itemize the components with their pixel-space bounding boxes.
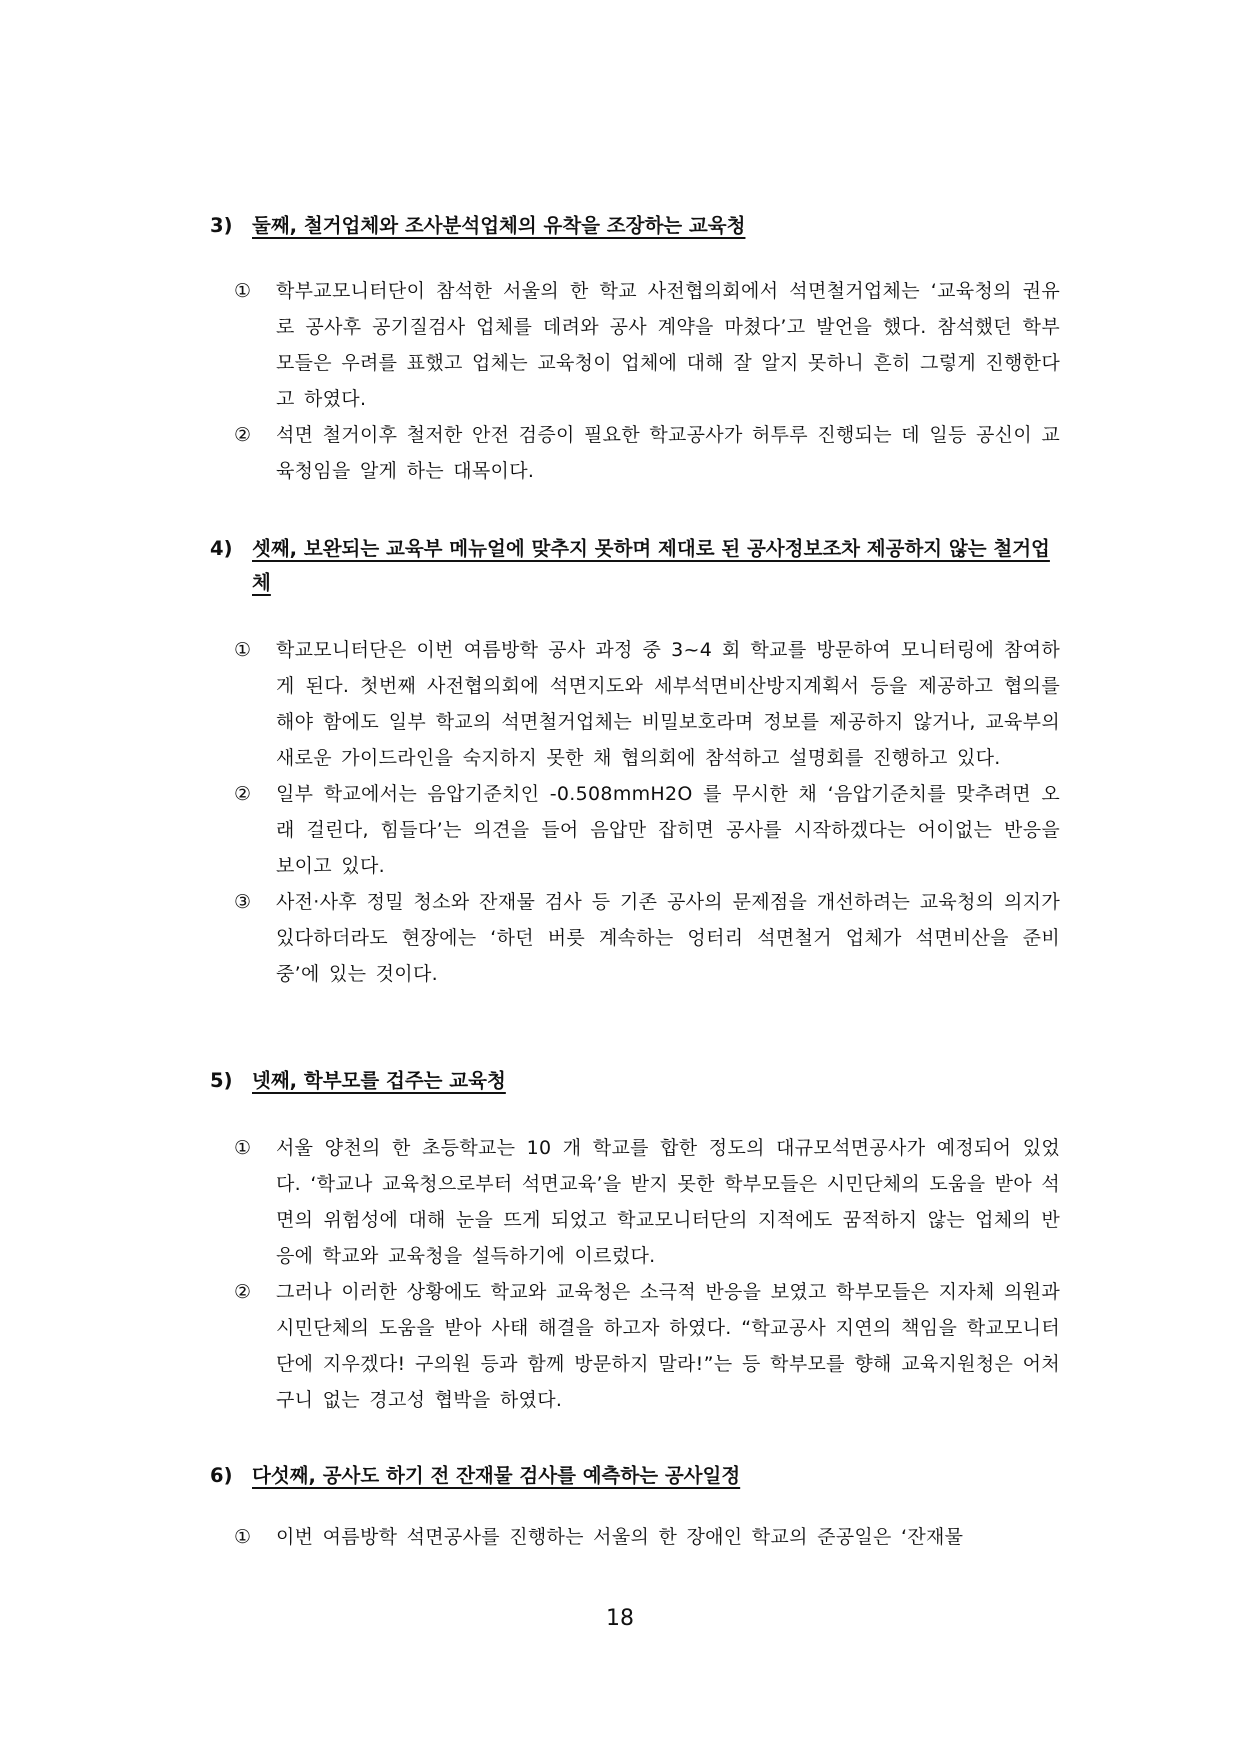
section-heading — [210, 532, 1060, 600]
list-item — [234, 632, 1060, 776]
item-marker: ① — [234, 639, 252, 661]
item-list — [210, 273, 1060, 489]
item-text: 일부 학교에서는 음압기준치인 -0.508mmH2O 를 무시한 채 ‘음압기준치를 맞추려면 오래 걸린다, 힘들다’는 의견을 들어 음압만 잡히면 공사를 시작하겠다는 어이없는 반응을 보이고 있다. — [276, 783, 1060, 877]
item-text: 이번 여름방학 석면공사를 진행하는 서울의 한 장애인 학교의 준공일은 ‘잔재물 — [276, 1526, 964, 1548]
item-list — [210, 1130, 1060, 1418]
section-3 — [210, 209, 1060, 489]
list-item — [234, 417, 1060, 489]
list-item — [234, 884, 1060, 992]
page-number: 18 — [606, 1606, 634, 1631]
item-marker: ① — [234, 280, 252, 302]
section-number: 4) — [210, 537, 233, 560]
item-marker: ② — [234, 424, 252, 446]
section-4 — [210, 532, 1060, 992]
list-item — [234, 1519, 1060, 1555]
item-marker: ③ — [234, 891, 252, 913]
list-item — [234, 273, 1060, 417]
item-marker: ② — [234, 783, 252, 805]
section-5 — [210, 1064, 1060, 1418]
item-list — [210, 1519, 1060, 1555]
section-title: 둘째, 철거업체와 조사분석업체의 유착을 조장하는 교육청 — [252, 214, 746, 237]
item-marker: ① — [234, 1526, 252, 1548]
section-title: 넷째, 학부모를 겁주는 교육청 — [252, 1069, 506, 1092]
item-text: 학교모니터단은 이번 여름방학 공사 과정 중 3~4 회 학교를 방문하여 모니터링에 참여하게 된다. 첫번째 사전협의회에 석면지도와 세부석면비산방지계획서 등을 제공하고 협의를 해야 함에도 일부 학교의 석면철거업체는 비밀보호라며 정보를 제공하지 않거나, 교육부의 새로운 가이드라인을 숙지하지 못한 채 협의회에 참석하고 설명회를 진행하고 있다. — [276, 639, 1060, 769]
item-list — [210, 632, 1060, 992]
section-number: 6) — [210, 1464, 233, 1487]
section-heading — [210, 1459, 1060, 1493]
section-heading — [210, 1064, 1060, 1098]
section-6 — [210, 1459, 1060, 1555]
item-text: 학부교모니터단이 참석한 서울의 한 학교 사전협의회에서 석면철거업체는 ‘교육청의 권유로 공사후 공기질검사 업체를 데려와 공사 계약을 마쳤다’고 발언을 했다. 참석했던 학부모들은 우려를 표했고 업체는 교육청이 업체에 대해 잘 알지 못하니 흔히 그렇게 진행한다고 하였다. — [276, 280, 1060, 410]
section-number: 3) — [210, 214, 233, 237]
section-heading — [210, 209, 1060, 243]
section-title: 다섯째, 공사도 하기 전 잔재물 검사를 예측하는 공사일정 — [252, 1464, 741, 1487]
section-title: 셋째, 보완되는 교육부 메뉴얼에 맞추지 못하며 제대로 된 공사정보조차 제공하지 않는 철거업체 — [252, 537, 1050, 594]
item-text: 서울 양천의 한 초등학교는 10 개 학교를 합한 정도의 대규모석면공사가 예정되어 있었다. ‘학교나 교육청으로부터 석면교육’을 받지 못한 학부모들은 시민단체의 도움을 받아 석면의 위험성에 대해 눈을 뜨게 되었고 학교모니터단의 지적에도 꿈적하지 않는 업체의 반응에 학교와 교육청을 설득하기에 이르렀다. — [276, 1137, 1060, 1267]
list-item — [234, 776, 1060, 884]
list-item — [234, 1130, 1060, 1274]
item-text: 그러나 이러한 상황에도 학교와 교육청은 소극적 반응을 보였고 학부모들은 지자체 의원과 시민단체의 도움을 받아 사태 해결을 하고자 하였다. “학교공사 지연의 책임을 학교모니터단에 지우겠다! 구의원 등과 함께 방문하지 말라!”는 등 학부모를 향해 교육지원청은 어처구니 없는 경고성 협박을 하였다. — [276, 1281, 1060, 1411]
item-text: 사전·사후 정밀 청소와 잔재물 검사 등 기존 공사의 문제점을 개선하려는 교육청의 의지가 있다하더라도 현장에는 ‘하던 버릇 계속하는 엉터리 석면철거 업체가 석면비산을 준비중’에 있는 것이다. — [276, 891, 1060, 985]
list-item — [234, 1274, 1060, 1418]
section-number: 5) — [210, 1069, 233, 1092]
item-marker: ① — [234, 1137, 252, 1159]
item-marker: ② — [234, 1281, 252, 1303]
item-text: 석면 철거이후 철저한 안전 검증이 필요한 학교공사가 허투루 진행되는 데 일등 공신이 교육청임을 알게 하는 대목이다. — [276, 424, 1060, 482]
